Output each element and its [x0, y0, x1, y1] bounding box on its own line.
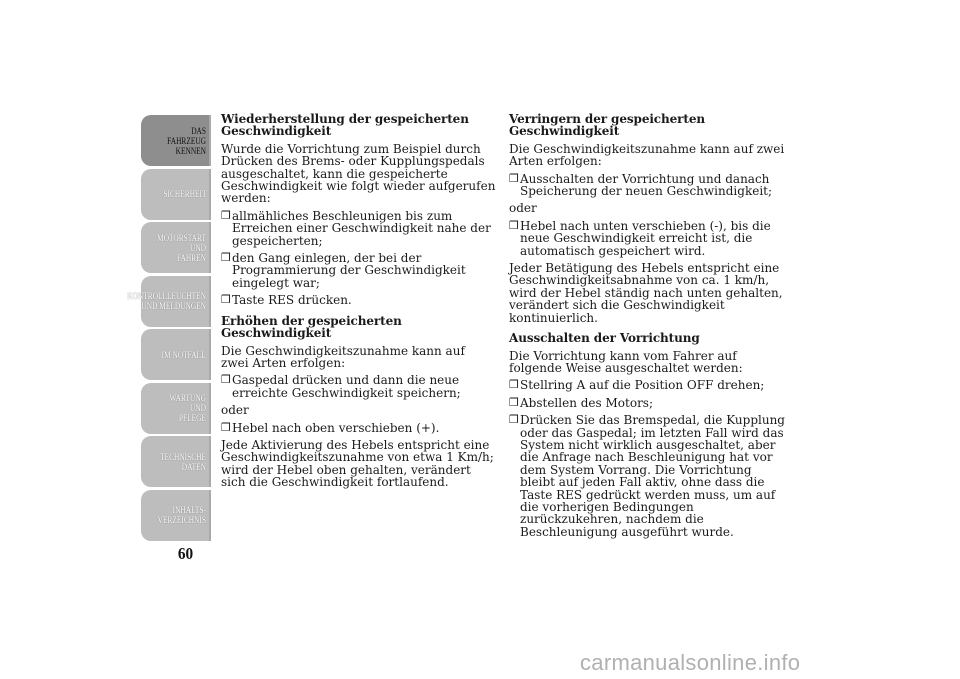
tab-motorstart-und-fahren[interactable]: [141, 222, 211, 273]
left-column: [221, 113, 496, 494]
list-item-text: Taste RES drücken.: [232, 293, 352, 308]
tab-im-notfall[interactable]: [141, 329, 211, 380]
tab-label: INHALTS- VERZEICHNIS: [157, 505, 206, 525]
list-item-text: Hebel nach unten verschieben (-), bis die neue Geschwindigkeit erreicht ist, die automatisch gespeichert wird.: [520, 218, 771, 258]
paragraph: Wurde die Vorrichtung zum Beispiel durch Drücken des Brems- oder Kupplungspedals ausgeschaltet, kann die gespeicherte Geschwindigkeit wie folgt wieder aufgerufen werden:: [221, 141, 496, 206]
paragraph: Die Geschwindigkeitszunahme kann auf zwei Arten erfolgen:: [221, 343, 465, 370]
list-item-text: Ausschalten der Vorrichtung und danach Speicherung der neuen Geschwindigkeit;: [520, 171, 773, 199]
right-column: [509, 113, 787, 543]
tab-label: DAS FAHRZEUG KENNEN: [167, 125, 206, 156]
list-item: [509, 379, 787, 391]
list-item: [221, 374, 496, 399]
watermark: carmanualsonline.info: [580, 650, 801, 675]
chapter-tabs: [127, 115, 211, 543]
checkbox-bullet-icon: ❒: [509, 171, 519, 185]
checkbox-bullet-icon: ❒: [221, 373, 231, 387]
checkbox-bullet-icon: ❒: [221, 251, 231, 265]
tab-label: IM NOTFALL: [162, 349, 206, 360]
list-item-text: Abstellen des Motors;: [520, 395, 654, 410]
list-item: [509, 173, 787, 198]
checkbox-bullet-icon: ❒: [509, 413, 519, 427]
section-title-wiederherstellung: Wiederherstellung der gespeicherten Geschwindigkeit: [221, 112, 469, 139]
checkbox-bullet-icon: ❒: [221, 208, 231, 222]
list-item-text: Hebel nach oben verschieben (+).: [232, 420, 440, 435]
tab-das-fahrzeug-kennen[interactable]: [141, 115, 211, 166]
tab-kontrollleuchten[interactable]: [127, 276, 211, 327]
paragraph: Die Geschwindigkeitszunahme kann auf zwei Arten erfolgen:: [509, 141, 785, 169]
paragraph: Die Vorrichtung kann vom Fahrer auf folgende Weise ausgeschaltet werden:: [509, 348, 743, 375]
checkbox-bullet-icon: ❒: [509, 395, 519, 409]
list-item-text: Drücken Sie das Bremspedal, die Kupplung oder das Gaspedal; im letzten Fall wird das System nicht wirklich ausgeschaltet, aber die Anfrage nach Beschleunigung hat vor dem System Vorrang. Die Vorrichtung bleibt auf jeden Fall aktiv, ohne dass die Taste RES gedrückt werden muss, um auf die vorherigen Bedingungen zurückzukehren, nachdem die Beschleunigung ausgeführt wurde.: [520, 413, 785, 539]
tab-inhaltsverzeichnis[interactable]: [141, 490, 211, 541]
tab-label: SICHERHEIT: [162, 189, 206, 199]
paragraph: Jede Aktivierung des Hebels entspricht eine Geschwindigkeitszunahme von etwa 1 Km/h; wird der Hebel oben gehalten, verändert sich die Geschwindigkeit fortlaufend.: [221, 437, 494, 490]
tab-label: KONTROLLLEUCHTEN UND MELDUNGEN: [127, 291, 206, 311]
list-item: [509, 414, 787, 538]
paragraph-oder: oder: [221, 403, 249, 418]
paragraph: Jeder Betätigung des Hebels entspricht eine Geschwindigkeitsabnahme von ca. 1 km/h, wird der Hebel ständig nach unten gehalten, verändert sich die Geschwindigkeit kontinuierlich.: [509, 261, 783, 325]
section-title-erhoehen: Erhöhen der gespeicherten Geschwindigkeit: [221, 313, 402, 341]
tab-technische-daten[interactable]: [141, 436, 211, 487]
tab-sicherheit[interactable]: [141, 169, 211, 220]
list-item: [221, 422, 496, 434]
list-item-text: Gaspedal drücken und dann die neue erreichte Geschwindigkeit speichern;: [232, 373, 461, 400]
section-title-ausschalten: Ausschalten der Vorrichtung: [509, 331, 700, 346]
list-item: [221, 210, 496, 247]
list-item: [221, 252, 496, 289]
list-item: [221, 294, 496, 306]
list-item-text: den Gang einlegen, der bei der Programmierung der Geschwindigkeit eingelegt war;: [232, 251, 466, 290]
list-item-text: Stellring A auf die Position OFF drehen;: [520, 378, 765, 393]
tab-wartung-und-pflege[interactable]: [141, 383, 211, 434]
tab-label: WARTUNG UND PFLEGE: [169, 393, 206, 423]
checkbox-bullet-icon: ❒: [221, 420, 231, 434]
checkbox-bullet-icon: ❒: [221, 293, 231, 307]
checkbox-bullet-icon: ❒: [509, 378, 519, 392]
page-number: 60: [177, 544, 194, 563]
list-item: [509, 397, 787, 409]
tab-label: MOTORSTART UND FAHREN: [157, 232, 206, 263]
list-item: [509, 220, 787, 257]
section-title-verringern: Verringern der gespeicherten Geschwindigkeit: [509, 112, 706, 139]
list-item-text: allmähliches Beschleunigen bis zum Erreichen einer Geschwindigkeit nahe der gespeicherten;: [232, 208, 491, 248]
paragraph-oder: oder: [509, 201, 537, 216]
checkbox-bullet-icon: ❒: [509, 218, 519, 232]
tab-label: TECHNISCHE DATEN: [160, 451, 206, 472]
